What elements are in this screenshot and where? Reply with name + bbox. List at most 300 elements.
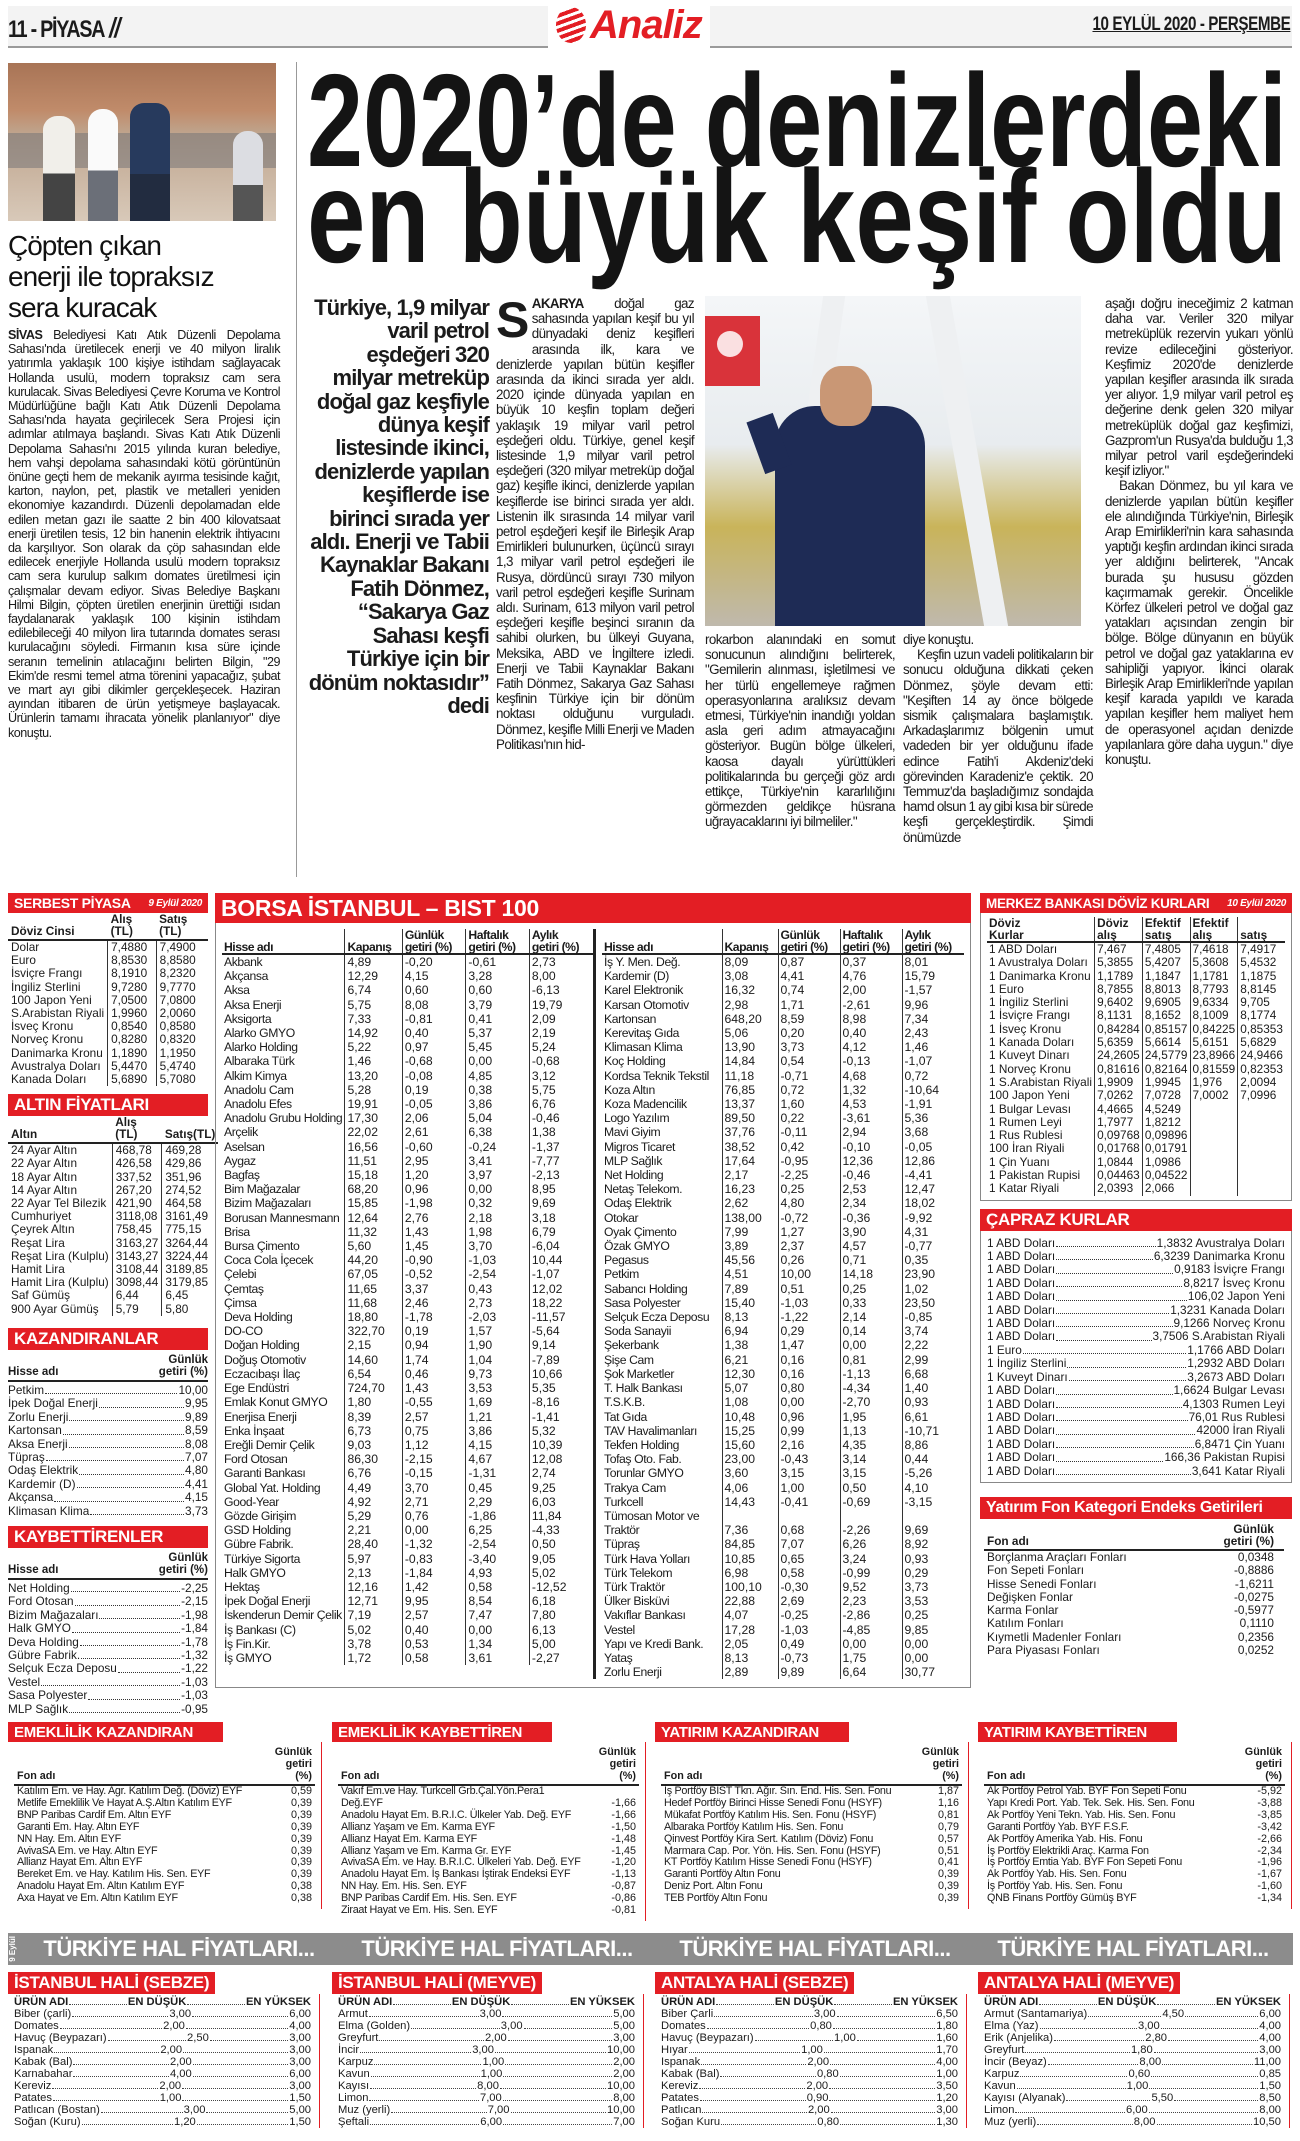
- row-label: 1 Pakistan Rupisi: [989, 1168, 1081, 1183]
- column-header: Döviz Cinsi: [8, 913, 108, 940]
- cell-value: 0,79: [937, 1820, 959, 1833]
- list-item: [14, 2020, 311, 2032]
- cell-value: 2,94: [840, 1125, 902, 1139]
- article-dateline: AKARYA: [531, 296, 584, 311]
- cell-value: 14,43: [722, 1495, 778, 1509]
- cell-value: 469,28: [162, 1143, 218, 1157]
- row-label: Bagfaş: [224, 1168, 260, 1183]
- cell-value: -0,61: [466, 954, 530, 969]
- cell-value: 0,37: [840, 954, 902, 969]
- list-item: [984, 2044, 1281, 2056]
- cell-value: -0,43: [778, 1452, 840, 1466]
- cell-value: -0,05: [902, 1140, 964, 1154]
- cell-value: 12,02: [529, 1282, 593, 1296]
- cell-value: 2,06: [402, 1111, 466, 1125]
- row-label: Marmara Cap. Por. Yön. His. Sen. Fonu (HSYF): [664, 1844, 881, 1857]
- cell-value: 3,97: [466, 1168, 530, 1182]
- cell-value: 8,8530: [108, 954, 157, 967]
- table-row: [222, 1580, 593, 1594]
- row-label: İş Portföy BIST Tkn. Ağır. Sın. End. His. Sen. Fonu: [664, 1785, 892, 1797]
- table-row: [661, 1810, 962, 1822]
- cell-value: 2,61: [402, 1125, 466, 1139]
- dot-leader: [714, 2016, 813, 2017]
- item-label: Havuç (Beypazarı): [14, 2032, 107, 2044]
- table-row: [987, 996, 1285, 1009]
- max-price: 3,00: [936, 2104, 958, 2116]
- table-row: [602, 1069, 964, 1083]
- cell-value: -0,10: [840, 1140, 902, 1154]
- row-label: Türk Traktör: [604, 1579, 665, 1594]
- cell-value: 2,69: [778, 1594, 840, 1608]
- column-header: Günlük getiri (%): [263, 1746, 315, 1785]
- cell-value: 6,79: [529, 1225, 593, 1239]
- table-row: [984, 1564, 1284, 1577]
- row-label: 1 İsveç Kronu: [989, 1021, 1062, 1036]
- row-label: 1 Kanada Doları: [989, 1035, 1075, 1050]
- dot-leader: [1020, 2076, 1127, 2077]
- dot-leader: [60, 2028, 162, 2029]
- side-story-title: [8, 230, 283, 323]
- cell-value: 7,0002: [1190, 1089, 1238, 1102]
- min-price: 0,80: [810, 2020, 832, 2032]
- row-label: Koza Madencilik: [604, 1097, 687, 1112]
- cell-value: -4,33: [529, 1523, 593, 1537]
- cell-value: 775,15: [162, 1223, 218, 1236]
- cell-value: 7,36: [722, 1509, 778, 1537]
- cell-value: -1,20: [611, 1856, 636, 1869]
- cell-value: 2,95: [402, 1154, 466, 1168]
- max-price: 10,50: [1253, 2116, 1281, 2128]
- cell-value: 3264,44: [162, 1237, 218, 1250]
- dot-leader: [495, 2052, 606, 2053]
- fund-table: [338, 1746, 639, 1917]
- row-label: Aksa: [224, 983, 250, 998]
- cell-value: -0,95: [778, 1154, 840, 1168]
- cell-value: 7,99: [722, 1225, 778, 1239]
- table-row: [222, 998, 593, 1012]
- analiz-logo-icon: [556, 7, 586, 43]
- item-value: -0,95: [181, 1701, 208, 1716]
- item-label: Hıyar: [661, 2044, 688, 2056]
- column-header: Efektif satış: [1142, 917, 1190, 942]
- cell-value: 351,96: [162, 1171, 218, 1184]
- dot-leader: [1056, 1286, 1182, 1287]
- item-label: İncir (Beyaz): [984, 2056, 1047, 2068]
- cell-value: 11,18: [722, 1069, 778, 1083]
- row-label: Anadolu Cam: [224, 1082, 294, 1097]
- article-text: diye konuştu.: [903, 632, 974, 647]
- cell-value: 2,05: [722, 1637, 778, 1651]
- cell-value: 15,85: [345, 1196, 402, 1210]
- cell-value: -0,87: [611, 1880, 636, 1893]
- fon-endeks-table: [984, 1523, 1284, 1657]
- table-row: [338, 1834, 639, 1846]
- list-item: [984, 2056, 1281, 2068]
- list-item: [338, 2056, 635, 2068]
- table-row: [602, 1381, 964, 1395]
- cell-value: 1,8212: [1142, 1116, 1190, 1129]
- dot-leader: [52, 2088, 158, 2089]
- item-label: Bizim Mağazaları: [8, 1607, 99, 1622]
- row-label: Bereket Em. ve Hay. Katılım His. Sen. EYF: [17, 1868, 211, 1881]
- column-divider: [296, 62, 297, 877]
- table-row: [984, 1604, 1284, 1617]
- side-story-photo: [8, 63, 276, 221]
- max-price: EN YÜKSEK: [1215, 1996, 1282, 2008]
- row-label: KT Portföy Katılım Hisse Senedi Fonu (HSYF): [664, 1856, 872, 1869]
- table-row: [984, 1822, 1285, 1834]
- item-value: 3,641 Katar Riyali: [1191, 1463, 1285, 1478]
- cell-value: 0,45: [466, 1481, 530, 1495]
- row-label: AvivaSA Em. ve Hay. Altın EYF: [17, 1844, 158, 1857]
- cell-value: 1,69: [466, 1395, 530, 1409]
- item-label: Elma (Golden): [338, 2020, 411, 2032]
- cell-value: 9,6402: [1095, 996, 1143, 1009]
- cell-value: 2,53: [840, 1182, 902, 1196]
- row-label: 24 Ayar Altın: [11, 1143, 78, 1158]
- cell-value: 17,64: [722, 1154, 778, 1168]
- list-item: [984, 2032, 1281, 2044]
- cell-value: 0,01791: [1142, 1142, 1190, 1155]
- table-row: [222, 1651, 593, 1665]
- row-label: Avustralya Doları: [11, 1058, 101, 1073]
- cell-value: 1,00: [778, 1481, 840, 1495]
- row-label: Aygaz: [224, 1153, 256, 1168]
- cell-value: 0,87: [778, 954, 840, 969]
- cell-value: 3,14: [840, 1452, 902, 1466]
- dot-leader: [88, 1699, 180, 1700]
- table-row: [987, 1089, 1285, 1102]
- row-label: 1 Rumen Leyi: [989, 1114, 1062, 1129]
- table-row: [602, 1111, 964, 1125]
- list-item: [987, 1304, 1285, 1317]
- row-label: Halk GMYO: [224, 1565, 286, 1580]
- cell-value: 1,27: [778, 1225, 840, 1239]
- cell-value: -1,31: [466, 1466, 530, 1480]
- list-item: [987, 1424, 1285, 1437]
- cell-value: 100,10: [722, 1580, 778, 1594]
- cell-value: -1,84: [402, 1566, 466, 1580]
- cell-value: 5,6614: [1142, 1036, 1190, 1049]
- cell-value: 2,23: [840, 1594, 902, 1608]
- list-item: [987, 1250, 1285, 1263]
- table-row: [602, 1637, 964, 1651]
- list-item: [14, 2104, 311, 2116]
- cell-value: 7,47: [466, 1608, 530, 1622]
- cell-value: -0,99: [840, 1566, 902, 1580]
- row-label: 1 Danimarka Kronu: [989, 968, 1091, 983]
- cell-value: 4,76: [840, 969, 902, 983]
- dot-leader: [63, 1434, 184, 1435]
- min-price: 4,50: [1162, 2008, 1185, 2020]
- item-label: Klimasan Klima: [8, 1503, 90, 1518]
- dot-leader: [1056, 1273, 1173, 1274]
- banner-title: TÜRKİYE HAL FİYATLARI...: [997, 1936, 1269, 1961]
- cell-value: [1238, 1103, 1285, 1116]
- row-label: Özak GMYO: [604, 1239, 670, 1254]
- cell-value: 7,4917: [1238, 942, 1285, 956]
- cell-value: -1,03: [778, 1296, 840, 1310]
- dot-leader: [374, 2064, 481, 2065]
- section-title: YATIRIM KAYBETTİREN: [984, 1723, 1147, 1741]
- table-row: [984, 1834, 1285, 1846]
- table-row: [602, 1608, 964, 1622]
- table-row: [984, 1617, 1284, 1630]
- max-price: EN YÜKSEK: [245, 1996, 312, 2008]
- cell-value: 0,68: [778, 1509, 840, 1537]
- list-item: [8, 1662, 208, 1675]
- cell-value: 3,90: [840, 1225, 902, 1239]
- max-price: 1,50: [289, 2116, 312, 2128]
- cell-value: 3,73: [778, 1040, 840, 1054]
- table-row: [602, 1438, 964, 1452]
- item-label: 1 ABD Doları: [987, 1409, 1056, 1424]
- table-row: [222, 1154, 593, 1168]
- cell-value: 8,13: [722, 1651, 778, 1665]
- cell-value: -10,64: [902, 1083, 964, 1097]
- cell-value: 1,38: [722, 1338, 778, 1352]
- list-item: [8, 1411, 208, 1424]
- row-label: BNP Paribas Cardif Em. Altın EYF: [17, 1808, 172, 1821]
- fon-endeks-header: [980, 1497, 1292, 1519]
- cell-value: -1,91: [902, 1097, 964, 1111]
- cell-value: 12,08: [529, 1452, 593, 1466]
- item-value: 8,59: [185, 1423, 208, 1438]
- dot-leader: [72, 1632, 180, 1633]
- item-label: 1 ABD Doları: [987, 1262, 1056, 1277]
- main-headline: [305, 58, 1293, 294]
- cell-value: 8,1131: [1095, 1009, 1143, 1022]
- dot-leader: [857, 2040, 935, 2041]
- cell-value: 2,22: [902, 1338, 964, 1352]
- cell-value: -1,41: [529, 1410, 593, 1424]
- list-item: [987, 1237, 1285, 1250]
- table-row: [602, 1481, 964, 1495]
- cell-value: 8,95: [529, 1182, 593, 1196]
- cell-value: 5,36: [902, 1111, 964, 1125]
- list-item: [661, 2068, 958, 2080]
- section-title: SERBEST PİYASA: [14, 895, 131, 911]
- cell-value: 5,6151: [1190, 1036, 1238, 1049]
- row-label: Yataş: [604, 1650, 633, 1665]
- section-date: 9 Eylül 2020: [148, 897, 202, 909]
- dot-leader: [186, 2028, 288, 2029]
- dot-leader: [833, 2028, 935, 2029]
- dot-leader: [1056, 1434, 1195, 1435]
- cell-value: 0,39: [290, 1844, 312, 1857]
- item-value: 1,1766 ABD Doları: [1187, 1342, 1285, 1357]
- row-label: 18 Ayar Altın: [11, 1169, 78, 1184]
- list-item: [14, 2032, 311, 2044]
- article-text: Keşfin uzun vadeli politikaların bir sonucu olduğuna dikkati çeken Dönmez, şöyle devam etti: "Keşiften 14 ay önce bölgede sismik çalışmalara başlamıştık. Arkadaşlarımız bölgenin umut vadeden bir yer olduğunu ifade edince Fatih'i Akdeniz'deki görevinden Karadeniz'e çektik. 20 Temmuz'da başladığımız sondajda hamd olsun 1 ay gibi kısa bir sürede keşfi gerçekleştirdik. Şimdi önümüzde: [903, 647, 1093, 845]
- cell-value: 1,20: [402, 1168, 466, 1182]
- cell-value: 5,80: [162, 1303, 218, 1316]
- dot-leader: [81, 1658, 180, 1659]
- cell-value: 1,21: [466, 1410, 530, 1424]
- item-label: Armut (Santamariya): [984, 2008, 1088, 2020]
- min-price: 4,00: [169, 2068, 192, 2080]
- dot-leader: [370, 2088, 476, 2089]
- cell-value: 10,39: [529, 1438, 593, 1452]
- cell-value: 2,066: [1142, 1182, 1190, 1195]
- cell-value: 7,0996: [1238, 1089, 1285, 1102]
- item-value: 1,3231 Kanada Doları: [1170, 1302, 1285, 1317]
- max-price: 4,00: [1259, 2020, 1281, 2032]
- cell-value: 2,89: [722, 1665, 778, 1679]
- cell-value: 1,75: [840, 1651, 902, 1665]
- row-label: Bizim Mağazaları: [224, 1196, 312, 1211]
- cell-value: 8,8580: [156, 954, 208, 967]
- list-item: [338, 2020, 635, 2032]
- item-label: Greyfurt: [984, 2044, 1025, 2056]
- item-value: -2,15: [181, 1594, 208, 1609]
- row-label: TAV Havalimanları: [604, 1423, 697, 1438]
- cell-value: 0,22: [778, 1111, 840, 1125]
- table-row: [8, 1033, 208, 1046]
- cell-value: 9,05: [529, 1552, 593, 1566]
- table-row: [602, 1495, 964, 1509]
- dot-leader: [41, 1685, 180, 1686]
- list-item: [661, 2032, 958, 2044]
- column-header: Fon adı: [984, 1746, 1233, 1785]
- cell-value: 1,0844: [1095, 1156, 1143, 1169]
- column-header: Kapanış: [345, 929, 402, 954]
- item-value: 4,15: [185, 1490, 208, 1505]
- cell-value: 13,37: [722, 1097, 778, 1111]
- cell-value: 0,41: [937, 1856, 959, 1869]
- row-label: Qinvest Portföy Kira Sert. Katılım (Döviz) Fonu: [664, 1832, 874, 1845]
- row-label: Gözde Girişim: [224, 1508, 297, 1523]
- table-row: [338, 1785, 639, 1810]
- dot-leader: [1056, 1313, 1169, 1314]
- cell-value: 9,96: [902, 998, 964, 1012]
- max-price: 4,00: [1259, 2032, 1282, 2044]
- max-price: 6,00: [289, 2068, 311, 2080]
- dot-leader: [393, 2004, 451, 2005]
- column-header: Fon adı: [984, 1523, 1193, 1550]
- min-price: 8,00: [1133, 2116, 1156, 2128]
- cell-value: 0,80: [778, 1381, 840, 1395]
- dot-leader: [1088, 2016, 1161, 2017]
- row-label: İpek Doğal Enerji: [224, 1594, 311, 1609]
- cell-value: 9,7280: [108, 981, 157, 994]
- cell-value: 5,7080: [156, 1073, 208, 1086]
- dot-leader: [699, 2088, 805, 2089]
- row-label: Tat Gıda: [604, 1409, 647, 1424]
- list-item: [987, 1398, 1285, 1411]
- cell-value: 0,93: [902, 1395, 964, 1409]
- item-label: Limon: [984, 2104, 1015, 2116]
- row-label: Ak Portföy Petrol Yab. BYF Fon Sepeti Fonu: [987, 1785, 1187, 1797]
- list-item: [987, 1465, 1285, 1478]
- dot-leader: [1149, 2112, 1258, 2113]
- cell-value: -1,78: [402, 1310, 466, 1324]
- cell-value: 38,52: [722, 1140, 778, 1154]
- row-label: Koza Altın: [604, 1082, 655, 1097]
- cell-value: 2,57: [402, 1410, 466, 1424]
- cell-value: 8,8145: [1238, 983, 1285, 996]
- cell-value: 0,29: [778, 1324, 840, 1338]
- list-item: [8, 1689, 208, 1702]
- cell-value: -1,57: [902, 983, 964, 997]
- item-value: 7,07: [185, 1449, 208, 1464]
- table-row: [984, 1785, 1285, 1798]
- item-label: Soğan Kuru: [661, 2116, 721, 2128]
- item-label: Muz (yerli): [984, 2116, 1037, 2128]
- cell-value: 5,07: [722, 1381, 778, 1395]
- table-row: [14, 1822, 315, 1834]
- max-price: 3,00: [1259, 2044, 1282, 2056]
- row-label: İş Fin.Kir.: [224, 1636, 271, 1651]
- cell-value: 0,39: [290, 1820, 312, 1833]
- table-row: [987, 1116, 1285, 1129]
- item-label: 1 ABD Doları: [987, 1249, 1056, 1264]
- item-label: Ford Otosan: [8, 1594, 74, 1609]
- dot-leader: [99, 1407, 184, 1408]
- cell-value: 3,78: [345, 1637, 402, 1651]
- cell-value: -5,26: [902, 1466, 964, 1480]
- dot-leader: [77, 1487, 185, 1488]
- row-label: 1 Euro: [989, 981, 1024, 996]
- cell-value: -0,71: [778, 1069, 840, 1083]
- cell-value: 0,75: [402, 1424, 466, 1438]
- cell-value: 6,74: [345, 983, 402, 997]
- dot-leader: [1162, 2064, 1253, 2065]
- cell-value: 2,71: [402, 1495, 466, 1509]
- cell-value: 3,79: [466, 998, 530, 1012]
- cell-value: [1190, 1182, 1238, 1195]
- side-story-body: [8, 328, 280, 740]
- item-label: 1 ABD Doları: [987, 1316, 1056, 1331]
- cell-value: -0,68: [402, 1054, 466, 1068]
- list-header: [8, 1552, 208, 1580]
- cell-value: 2,09: [529, 1012, 593, 1026]
- bist100-header: [215, 893, 971, 923]
- min-price: 3,00: [1137, 2020, 1160, 2032]
- row-label: Doğuş Otomotiv: [224, 1352, 306, 1367]
- row-label: Emlak Konut GMYO: [224, 1395, 328, 1410]
- dot-leader: [1157, 2124, 1253, 2125]
- cell-value: 0,40: [840, 1026, 902, 1040]
- dot-leader: [1017, 2088, 1126, 2089]
- cell-value: 3,60: [722, 1466, 778, 1480]
- dot-leader: [511, 2112, 607, 2113]
- cell-value: 2,0094: [1238, 1076, 1285, 1089]
- min-price: 1,00: [482, 2056, 505, 2068]
- item-label: Kabak (Bal): [661, 2068, 720, 2080]
- row-label: İş Portföy Yab. His. Sen. Fonu: [987, 1880, 1123, 1893]
- cell-value: 0,76: [402, 1509, 466, 1523]
- item-value: 106,02 Japon Yeni: [1187, 1289, 1285, 1304]
- row-label: Torunlar GMYO: [604, 1466, 684, 1481]
- item-label: Kartonsan: [8, 1423, 62, 1438]
- item-value: 8,8217 İsveç Kronu: [1183, 1275, 1285, 1290]
- cell-value: -1,34: [1257, 1892, 1282, 1905]
- column-header: Günlük getiri (%): [402, 929, 466, 954]
- column-header: Haftalık getiri (%): [466, 929, 530, 954]
- table-header-row: [602, 929, 964, 954]
- cell-value: 8,09: [722, 954, 778, 969]
- cell-value: 1,34: [466, 1637, 530, 1651]
- cell-value: 16,23: [722, 1182, 778, 1196]
- list-item: [984, 2008, 1281, 2020]
- altin-fiyatlari-table: [8, 1116, 218, 1316]
- list-item: [8, 1384, 208, 1397]
- cell-value: 0,00: [840, 1338, 902, 1352]
- item-label: ÜRÜN ADI: [984, 1996, 1039, 2008]
- table-row: [602, 954, 964, 969]
- cell-value: 3098,44: [112, 1276, 162, 1289]
